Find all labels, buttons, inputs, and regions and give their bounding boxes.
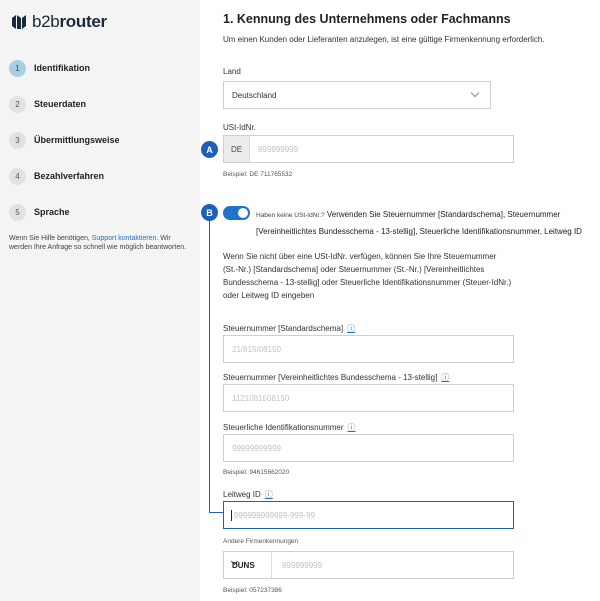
tax-id-label-text: Steuerliche Identifikationsnummer [223,423,344,432]
tax-id-placeholder: 99999999999 [232,444,281,453]
country-label: Land [223,67,241,76]
annotation-marker-b: B [201,204,218,221]
tax-std-placeholder: 21/815/08150 [232,345,281,354]
other-ids-example: Beispiel: 057237386 [223,587,282,594]
tax-13-placeholder: 1121081508150 [232,394,290,403]
step-number: 5 [9,204,26,221]
step-label: Steuerdaten [34,99,87,109]
logo[interactable] [10,12,107,32]
tax-id-input[interactable] [223,434,514,462]
id-scheme-select[interactable] [224,552,272,578]
no-vat-toggle-label [256,207,596,240]
leitweg-placeholder: 999999999999-999-99 [234,511,315,520]
leitweg-input[interactable] [223,501,514,529]
step-label: Sprache [34,207,70,217]
tax-id-label [223,422,356,433]
step-bezahlverfahren[interactable] [9,158,194,194]
support-link[interactable]: Support kontaktieren [91,235,157,242]
text-caret [231,510,232,521]
step-label: Bezahlverfahren [34,171,105,181]
no-vat-toggle[interactable] [223,206,250,220]
vat-placeholder: 999999999 [258,145,299,154]
logo-text-bold: router [59,12,107,31]
other-ids-placeholder: 999999999 [282,561,323,570]
no-vat-alternatives: Verwenden Sie Steuernummer [Standardschema], Steuernummer [Vereinheitlichtes Bundesschema - 13-stellig], Steuerliche Identifikationsnummer, Leitweg ID [256,210,582,236]
info-icon[interactable]: ⓘ [347,423,356,432]
tax-std-label-text: Steuernummer [Standardschema] [223,324,344,333]
other-ids-label: Andere Firmenkennungen [223,538,299,545]
logo-text-light: b2b [32,12,60,31]
step-label: Übermittlungsweise [34,135,120,145]
info-icon[interactable]: ⓘ [347,324,356,333]
vat-label: USt-IdNr. [223,123,256,132]
other-ids-input[interactable] [223,551,514,579]
tax-13-label-text: Steuernummer [Vereinheitlichtes Bundesschema - 13-stellig] [223,373,438,382]
help-text [9,234,194,252]
logo-text [32,12,107,32]
leitweg-label-text: Leitweg ID [223,490,261,499]
help-text-pre: Wenn Sie Hilfe benötigen, [9,235,92,242]
step-number: 4 [9,168,26,185]
vat-example: Beispiel: DE 711765532 [223,171,293,178]
country-value: Deutschland [232,91,277,100]
info-icon[interactable]: ⓘ [441,373,450,382]
annotation-bracket [209,221,224,513]
step-list [9,50,194,230]
annotation-marker-a: A [201,141,218,158]
toggle-knob [238,208,248,218]
step-number: 2 [9,96,26,113]
tax-13-input[interactable] [223,384,514,412]
logo-icon [10,14,28,30]
page-title: 1. Kennung des Unternehmens oder Fachmanns [223,12,511,26]
info-paragraph: Wenn Sie nicht über eine USt-IdNr. verfügen, können Sie Ihre Steuernummer (St.-Nr.) [Standardschema] oder Steuernummer (St.-Nr.) [Vereinheitlichtes Bundesschema - 13-stellig] oder Steuerliche Identifikationsnummer (Steuer-IdNr.) oder Leitweg ID eingeben [223,252,512,300]
step-sprache[interactable] [9,194,194,230]
info-icon[interactable]: ⓘ [264,490,273,499]
step-number: 3 [9,132,26,149]
step-label: Identifikation [34,63,90,73]
step-number: 1 [9,60,26,77]
tax-std-label [223,323,355,334]
intro-text: Um einen Kunden oder Lieferanten anzulegen, ist eine gültige Firmenkennung erforderlich. [223,35,545,44]
help-text-post: . Wir werden Ihre Anfrage so schnell wie möglich beantworten. [9,235,187,251]
country-select[interactable] [223,81,491,109]
sidebar [0,0,200,601]
tax-13-label [223,372,449,383]
tax-std-input[interactable] [223,335,514,363]
leitweg-label [223,489,273,500]
step-identifikation[interactable] [9,50,194,86]
step-uebermittlungsweise[interactable] [9,122,194,158]
vat-country-prefix: DE [224,136,250,162]
id-scheme-value: DUNS [232,561,255,570]
step-steuerdaten[interactable] [9,86,194,122]
tax-id-example: Beispiel: 94615662020 [223,469,290,476]
no-vat-question: Haben keine USt-IdNr.? [256,212,325,219]
vat-input[interactable] [223,135,514,163]
chevron-down-icon [471,89,479,97]
